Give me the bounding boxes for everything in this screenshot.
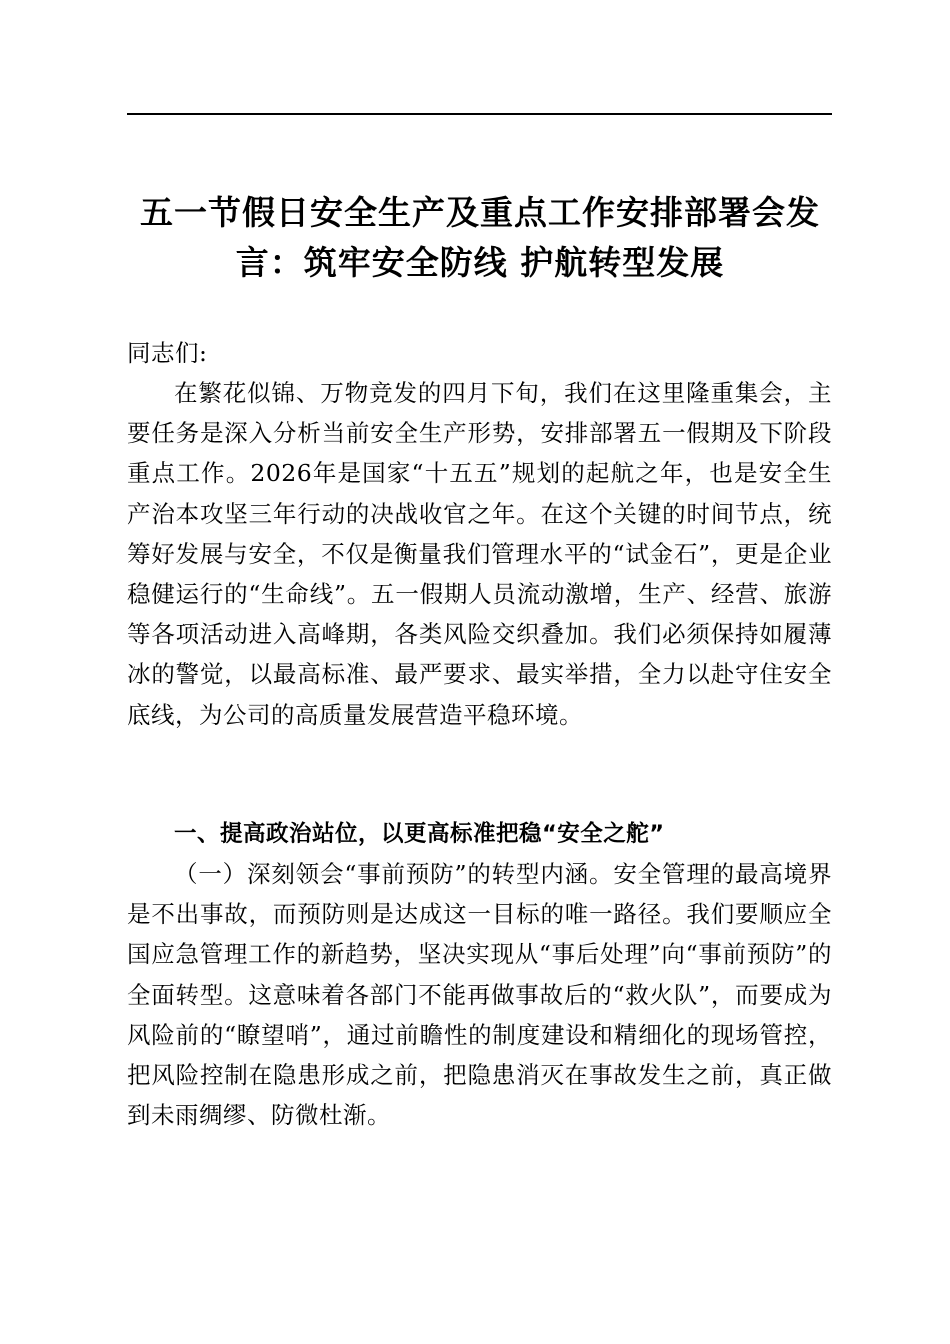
title-line-2: 言：筑牢安全防线 护航转型发展 [235, 243, 725, 282]
paragraph-intro: 在繁花似锦、万物竞发的四月下旬，我们在这里隆重集会，主要任务是深入分析当前安全生产形势，安排部署五一假期及下阶段重点工作。2026年是国家“十五五”规划的起航之年，也是安全生产治本攻坚三年行动的决战收官之年。在这个关键的时间节点，统筹好发展与安全，不仅是衡量我们管理水平的“试金石”，更是企业稳健运行的“生命线”。五一假期人员流动激增，生产、经营、旅游等各项活动进入高峰期，各类风险交织叠加。我们必须保持如履薄冰的警觉，以最高标准、最严要求、最实举措，全力以赴守住安全底线，为公司的高质量发展营造平稳环境。 [127, 379, 832, 729]
title-line-1: 五一节假日安全生产及重点工作安排部署会发 [140, 193, 820, 232]
header-rule [127, 113, 832, 115]
paragraph-section-1-1: （一）深刻领会“事前预防”的转型内涵。安全管理的最高境界是不出事故，而预防则是达成这一目标的唯一路径。我们要顺应全国应急管理工作的新趋势，坚决实现从“事后处理”向“事前预防”的全面转型。这意味着各部门不能再做事故后的“救火队”，而要成为风险前的“瞭望哨”，通过前瞻性的制度建设和精细化的现场管控，把风险控制在隐患形成之前，把隐患消灭在事故发生之前，真正做到未雨绸缪、防微杜渐。 [127, 860, 832, 1130]
greeting: 同志们: [127, 339, 208, 367]
document-title [122, 188, 838, 288]
section-heading-1: 一、提高政治站位，以更高标准把稳“安全之舵” [174, 821, 665, 847]
